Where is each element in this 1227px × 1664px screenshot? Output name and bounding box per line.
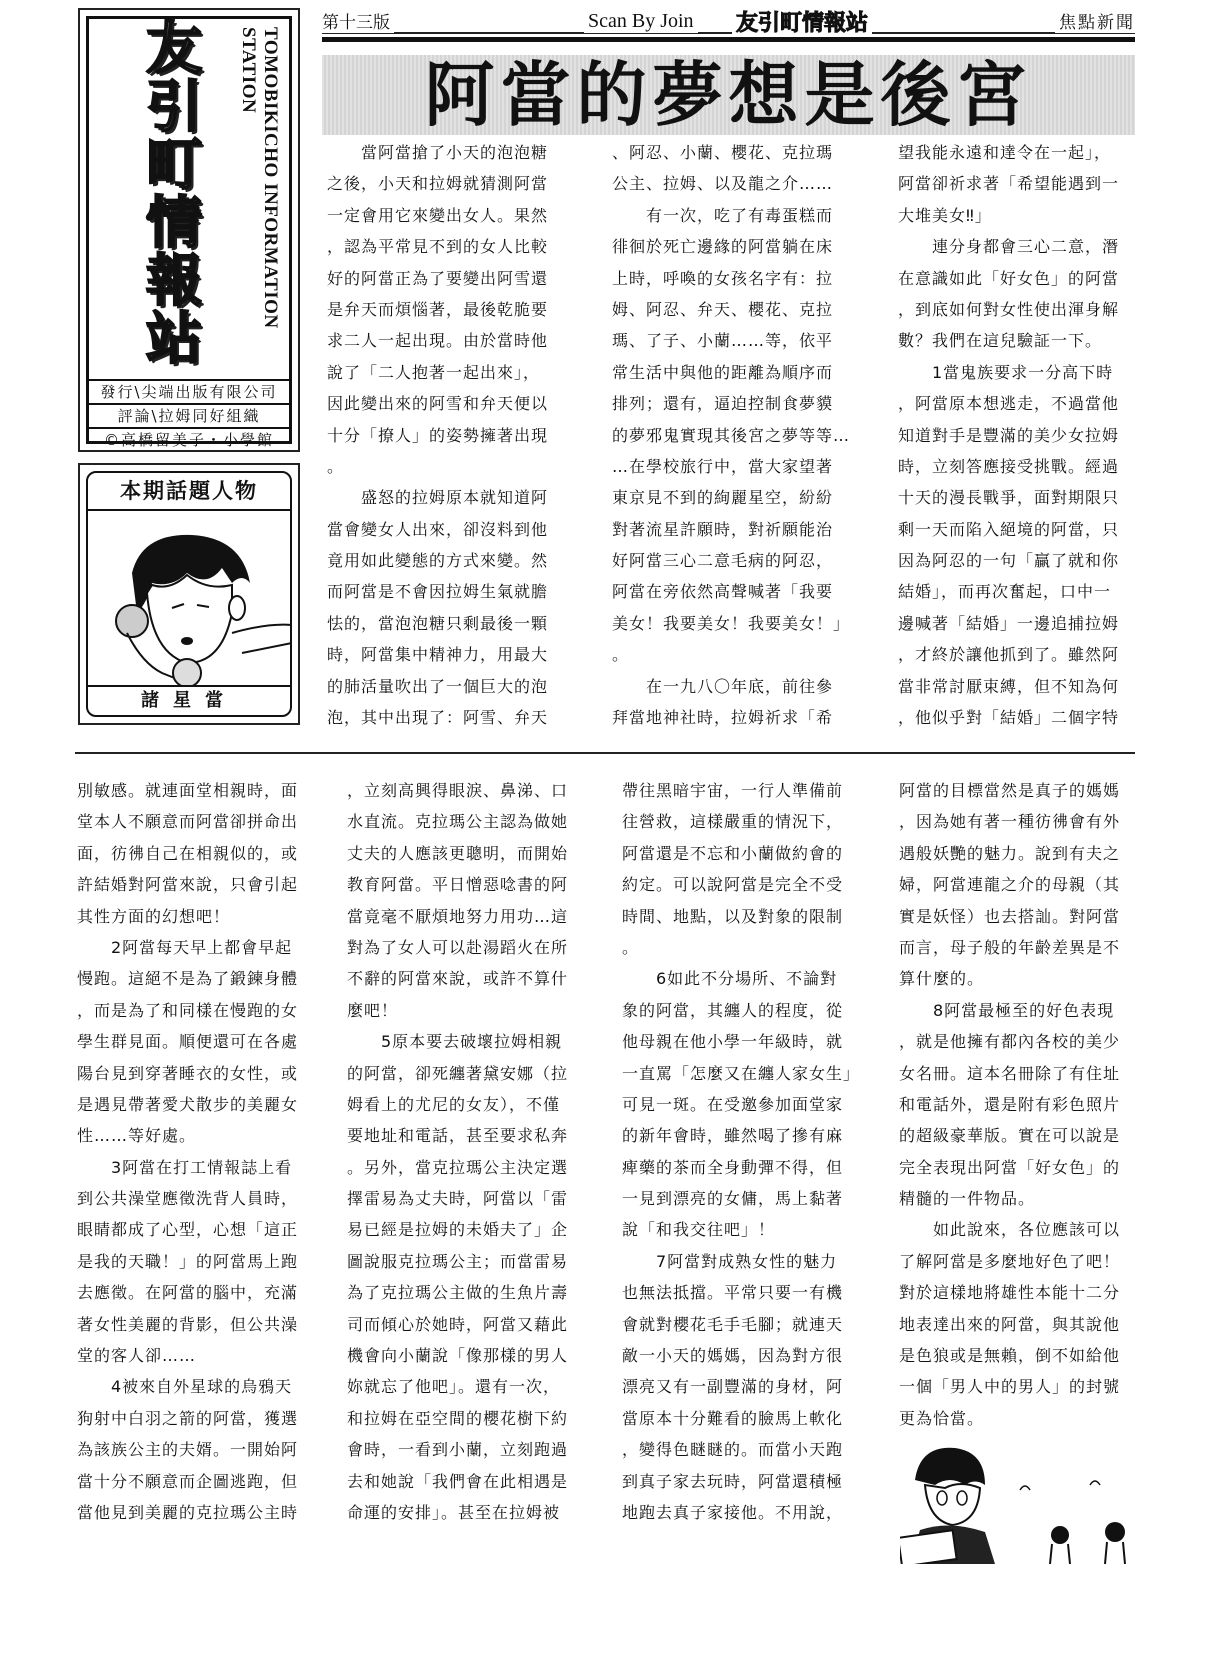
text-line: 竟用如此變態的方式來變。然 — [327, 551, 549, 571]
text-line: 連分身都會三心二意，潛 — [898, 237, 1120, 257]
text-line: 當他見到美麗的克拉瑪公主時 — [77, 1502, 299, 1522]
text-line: 、阿忍、小蘭、櫻花、克拉瑪 — [612, 143, 834, 162]
text-line: 為該族公主的夫婿。一開始阿 — [77, 1440, 299, 1460]
text-line: 麼吧！ — [347, 1000, 399, 1020]
top-column-3 — [898, 137, 1119, 733]
text-line: 結婚」，而再次奮起，口中一 — [898, 582, 1112, 602]
bottom-column-1 — [77, 775, 298, 1528]
text-line: 堂本人不願意而阿當卻拼命出 — [77, 812, 299, 832]
header-logo: 友引町情報站 — [732, 6, 872, 37]
text-line: 阿當還是不忘和小蘭做約會的 — [622, 843, 844, 863]
text-line: 到真子家去玩時，阿當還積極 — [622, 1471, 844, 1491]
text-line: 時間、地點，以及對象的限制 — [622, 906, 844, 926]
text-line: ，因為她有著一種彷彿會有外 — [899, 812, 1121, 832]
text-line: 水直流。克拉瑪公主認為做她 — [347, 812, 569, 832]
text-line: 盛怒的拉姆原本就知道阿 — [327, 488, 549, 508]
text-line: 對為了女人可以赴湯蹈火在所 — [347, 937, 569, 957]
section-label: 焦點新聞 — [1055, 8, 1135, 33]
text-line: ，立刻高興得眼淚、鼻涕、口 — [347, 781, 569, 800]
text-line: 當會變女人出來，卻沒料到他 — [327, 519, 549, 539]
top-column-1 — [327, 137, 548, 733]
logo-char: 報 — [146, 249, 202, 314]
text-line: 時，阿當集中精神力，用最大 — [327, 645, 549, 665]
text-line: 象的阿當，其纏人的程度，從 — [622, 1000, 844, 1020]
text-line: 敵一小天的媽媽，因為對方很 — [622, 1346, 844, 1366]
logo-char: 引 — [146, 75, 202, 140]
bottom-column-2 — [347, 775, 568, 1528]
masthead-logo — [99, 17, 249, 372]
text-line: 在一九八〇年底，前往參 — [612, 676, 834, 696]
text-line: 當原本十分難看的臉馬上軟化 — [622, 1408, 844, 1428]
page-header — [322, 8, 1135, 38]
text-line: 之後，小天和拉姆就猜測阿當 — [327, 174, 549, 194]
ataru-portrait-illustration — [92, 513, 292, 687]
text-line: 學生群見面。順便還可在各處 — [77, 1032, 299, 1052]
text-line: 望我能永遠和達令在一起」， — [898, 143, 1112, 162]
featured-character-name: 諸星當 — [88, 685, 290, 715]
text-line: 去應徵。在阿當的腦中，充滿 — [77, 1283, 299, 1303]
text-line: 排列；還有，逼迫控制食夢貘 — [612, 394, 834, 414]
text-line: 精髓的一件物品。 — [899, 1189, 1036, 1209]
text-line: 丈夫的人應該更聰明，而開始 — [347, 843, 569, 863]
copyright-line: ©高橋留美子・小學館 — [89, 427, 289, 451]
text-line: 2阿當每天早上都會早起 — [77, 937, 293, 957]
section-divider — [75, 752, 1135, 754]
text-line: 如此說來，各位應該可以 — [899, 1220, 1121, 1240]
text-line: 對著流星許願時，對祈願能治 — [612, 519, 834, 539]
text-line: 帶往黑暗宇宙，一行人準備前 — [622, 781, 844, 800]
text-line: 常生活中與他的距離為順序而 — [612, 362, 834, 382]
top-column-2 — [612, 137, 850, 733]
text-line: 堂的客人卻…… — [77, 1346, 197, 1366]
text-line: 狗射中白羽之箭的阿當，獲選 — [77, 1408, 299, 1428]
text-line: 美女！我要美女！我要美女！」 — [612, 613, 851, 633]
text-line: 大堆美女‼」 — [898, 205, 992, 225]
text-line: 當十分不願意而企圖逃跑，但 — [77, 1471, 299, 1491]
text-line: 對於這樣地將雄性本能十二分 — [899, 1283, 1121, 1303]
text-line: 求二人一起出現。由於當時他 — [327, 331, 549, 351]
text-line: 數？我們在這兒驗証一下。 — [898, 331, 1103, 351]
text-line: 妳就忘了他吧」。還有一次， — [347, 1377, 561, 1397]
text-line: 到公共澡堂應徵洗背人員時， — [77, 1189, 299, 1209]
text-line: 別敏感。就連面堂相親時，面 — [77, 781, 299, 800]
text-line: 阿當在旁依然高聲喊著「我要 — [612, 582, 834, 602]
text-line: 十天的漫長戰爭，面對期限只 — [898, 488, 1120, 508]
text-line: 女名冊。這本名冊除了有住址 — [899, 1063, 1121, 1083]
text-line: 也無法抵擋。平常只要一有機 — [622, 1283, 844, 1303]
text-line: 和拉姆在亞空間的櫻花樹下約 — [347, 1408, 569, 1428]
edition-label: 第十三版 — [322, 8, 394, 33]
text-line: 拜當地神社時，拉姆祈求「希 — [612, 708, 834, 728]
text-line: 徘徊於死亡邊緣的阿當躺在床 — [612, 237, 834, 257]
text-line: 好阿當三心二意毛病的阿忍， — [612, 551, 834, 571]
text-line: ，變得色瞇瞇的。而當小天跑 — [622, 1440, 844, 1460]
text-line: 5原本要去破壞拉姆相親 — [347, 1032, 563, 1052]
text-line: 說「和我交往吧」！ — [622, 1220, 776, 1240]
text-line: 漂亮又有一副豐滿的身材，阿 — [622, 1377, 844, 1397]
text-line: 好的阿當正為了要變出阿雪還 — [327, 268, 549, 288]
text-line: 。 — [622, 937, 640, 957]
text-line: 慢跑。這絕不是為了鍛鍊身體 — [77, 969, 299, 989]
text-line: 擇雷易為丈夫時，阿當以「雷 — [347, 1189, 569, 1209]
text-line: 易已經是拉姆的未婚夫了」企 — [347, 1220, 569, 1240]
article-title: 阿當的夢想是後宮 — [424, 54, 1033, 136]
text-line: 是我的天職！」的阿當馬上跑 — [77, 1251, 299, 1271]
text-line: 8阿當最極至的好色表現 — [899, 1000, 1115, 1020]
text-line: 說了「二人抱著一起出來」， — [327, 362, 541, 382]
bottom-column-4 — [899, 775, 1120, 1434]
text-line: 會就對櫻花毛手毛腳；就連天 — [622, 1314, 844, 1334]
text-line: 3阿當在打工情報誌上看 — [77, 1157, 293, 1177]
text-line: 約定。可以說阿當是完全不受 — [622, 875, 844, 895]
text-line: 。另外，當克拉瑪公主決定選 — [347, 1157, 569, 1177]
text-line: 婦，阿當連龍之介的母親（其 — [899, 875, 1121, 895]
publisher-line: 發行\尖端出版有限公司 — [89, 379, 289, 403]
text-line: 。 — [612, 645, 630, 665]
text-line: 著女性美麗的背影，但公共澡 — [77, 1314, 299, 1334]
text-line: 有一次，吃了有毒蛋糕而 — [612, 205, 834, 225]
text-line: 剩一天而陷入絕境的阿當，只 — [898, 519, 1120, 539]
text-line: 怯的，當泡泡糖只剩最後一顆 — [327, 613, 549, 633]
text-line: 他母親在他小學一年級時，就 — [622, 1032, 844, 1052]
text-line: 許結婚對阿當來說，只會引起 — [77, 875, 299, 895]
text-line: 阿當的目標當然是真子的媽媽 — [899, 781, 1121, 800]
text-line: 遇般妖艷的魅力。說到有夫之 — [899, 843, 1121, 863]
text-line: 性……等好處。 — [77, 1126, 197, 1146]
text-line: 去和她說「我們會在此相遇是 — [347, 1471, 569, 1491]
logo-char: 友 — [146, 17, 202, 82]
text-line: 是色狼或是無賴，倒不如給他 — [899, 1346, 1121, 1366]
text-line: 姆看上的尤尼的女友），不僅 — [347, 1094, 561, 1114]
text-line: 完全表現出阿當「好女色」的 — [899, 1157, 1121, 1177]
masthead-box — [78, 8, 300, 452]
text-line: ，而是為了和同樣在慢跑的女 — [77, 1000, 299, 1020]
text-line: 在意識如此「好女色」的阿當 — [898, 268, 1120, 288]
text-line: 實是妖怪）也去搭訕。對阿當 — [899, 906, 1121, 926]
text-line: 圖說服克拉瑪公主；而當雷易 — [347, 1251, 569, 1271]
text-line: 6如此不分場所、不論對 — [622, 969, 838, 989]
logo-char: 町 — [146, 133, 202, 198]
text-line: 瑪、了子、小蘭……等，依平 — [612, 331, 834, 351]
text-line: 東京見不到的絢麗星空，紛紛 — [612, 488, 834, 508]
text-line: 泡，其中出現了：阿雪、弁天 — [327, 708, 549, 728]
text-line: 的肺活量吹出了一個巨大的泡 — [327, 676, 549, 696]
text-line: ，才終於讓他抓到了。雖然阿 — [898, 645, 1120, 665]
text-line: 為了克拉瑪公主做的生魚片壽 — [347, 1283, 569, 1303]
text-line: 當非常討厭束縛，但不知為何 — [898, 676, 1120, 696]
text-line: 邊喊著「結婚」一邊追捕拉姆 — [898, 613, 1120, 633]
text-line: 十分「撩人」的姿勢擁著出現 — [327, 425, 549, 445]
text-line: 一個「男人中的男人」的封號 — [899, 1377, 1121, 1397]
text-line: 因此變出來的阿雪和弁天便以 — [327, 394, 549, 414]
text-line: ，他似乎對「結婚」二個字特 — [898, 708, 1120, 728]
review-line: 評論\拉姆同好組織 — [89, 403, 289, 427]
ataru-cartoon-illustration — [900, 1440, 1135, 1564]
featured-character-heading: 本期話題人物 — [88, 473, 290, 511]
text-line: 1當鬼族要求一分高下時 — [898, 362, 1114, 382]
text-line: 知道對手是豐滿的美少女拉姆 — [898, 425, 1120, 445]
text-line: 是弁天而煩惱著，最後乾脆要 — [327, 299, 549, 319]
text-line: 7阿當對成熟女性的魅力 — [622, 1251, 838, 1271]
text-line: 而阿當是不會因拉姆生氣就膽 — [327, 582, 549, 602]
text-line: ，就是他擁有都內各校的美少 — [899, 1032, 1121, 1052]
text-line: 是遇見帶著愛犬散步的美麗女 — [77, 1094, 299, 1114]
text-line: 司而傾心於她時，阿當又藉此 — [347, 1314, 569, 1334]
text-line: 往營救，這樣嚴重的情況下， — [622, 812, 844, 832]
logo-char: 站 — [146, 307, 202, 372]
text-line: 的新年會時，雖然喝了摻有麻 — [622, 1126, 844, 1146]
text-line: 命運的安排」。甚至在拉姆被 — [347, 1502, 561, 1522]
text-line: 會時，一看到小蘭，立刻跑過 — [347, 1440, 569, 1460]
logo-char: 情 — [146, 191, 202, 256]
text-line: 陽台見到穿著睡衣的女性，或 — [77, 1063, 299, 1083]
text-line: 和電話外，還是附有彩色照片 — [899, 1094, 1121, 1114]
masthead-english-title: TOMOBIKICHO INFORMATION STATION — [238, 27, 281, 329]
header-rule — [322, 32, 1135, 34]
text-line: 因為阿忍的一句「贏了就和你 — [898, 551, 1120, 571]
featured-character-box — [78, 463, 300, 725]
text-line: 地跑去真子家接他。不用說， — [622, 1502, 844, 1522]
featured-character-frame — [86, 471, 292, 717]
text-line: 當竟毫不厭煩地努力用功…這 — [347, 906, 569, 926]
text-line: 了解阿當是多麼地好色了吧！ — [899, 1251, 1121, 1271]
text-line: 的超級豪華版。實在可以說是 — [899, 1126, 1121, 1146]
text-line: 不辭的阿當來說，或許不算什 — [347, 969, 569, 989]
text-line: 地表達出來的阿當，與其說他 — [899, 1314, 1121, 1334]
text-line: …在學校旅行中，當大家望著 — [612, 456, 834, 476]
text-line: 要地址和電話，甚至要求私奔 — [347, 1126, 569, 1146]
text-line: 面，彷彿自己在相親似的，或 — [77, 843, 299, 863]
text-line: 一定會用它來變出女人。果然 — [327, 205, 549, 225]
text-line: 其性方面的幻想吧！ — [77, 906, 231, 926]
text-line: 阿當卻祈求著「希望能遇到一 — [898, 174, 1120, 194]
text-line: 當阿當搶了小天的泡泡糖 — [327, 143, 549, 162]
text-line: 更為恰當。 — [899, 1408, 985, 1428]
bottom-column-3 — [622, 775, 860, 1528]
text-line: ，到底如何對女性使出渾身解 — [898, 299, 1120, 319]
text-line: ，阿當原本想逃走，不過當他 — [898, 394, 1120, 414]
text-line: 一見到漂亮的女傭，馬上黏著 — [622, 1189, 844, 1209]
text-line: 痺藥的茶而全身動彈不得，但 — [622, 1157, 844, 1177]
text-line: 可見一斑。在受邀參加面堂家 — [622, 1094, 844, 1114]
text-line: 眼睛都成了心型，心想「這正 — [77, 1220, 299, 1240]
text-line: 。 — [327, 456, 345, 476]
text-line: 算什麼的。 — [899, 969, 985, 989]
text-line: 公主、拉姆、以及龍之介…… — [612, 174, 834, 194]
scan-credit: Scan By Join — [584, 10, 698, 33]
text-line: 的阿當，卻死纏著黛安娜（拉 — [347, 1063, 569, 1083]
text-line: 4被來自外星球的烏鴉天 — [77, 1377, 293, 1397]
text-line: 姆、阿忍、弁天、櫻花、克拉 — [612, 299, 834, 319]
text-line: 教育阿當。平日憎惡唸書的阿 — [347, 875, 569, 895]
text-line: 的夢邪鬼實現其後宮之夢等等… — [612, 425, 851, 445]
text-line: ，認為平常見不到的女人比較 — [327, 237, 549, 257]
text-line: 機會向小蘭說「像那樣的男人 — [347, 1346, 569, 1366]
masthead-frame — [86, 16, 292, 449]
title-banner — [322, 55, 1135, 135]
text-line: 一直罵「怎麼又在纏人家女生」 — [622, 1063, 861, 1083]
text-line: 上時，呼喚的女孩名字有：拉 — [612, 268, 834, 288]
text-line: 時，立刻答應接受挑戰。經過 — [898, 456, 1120, 476]
text-line: 而言，母子般的年齡差異是不 — [899, 937, 1121, 957]
header-rule-thick — [322, 37, 1135, 42]
